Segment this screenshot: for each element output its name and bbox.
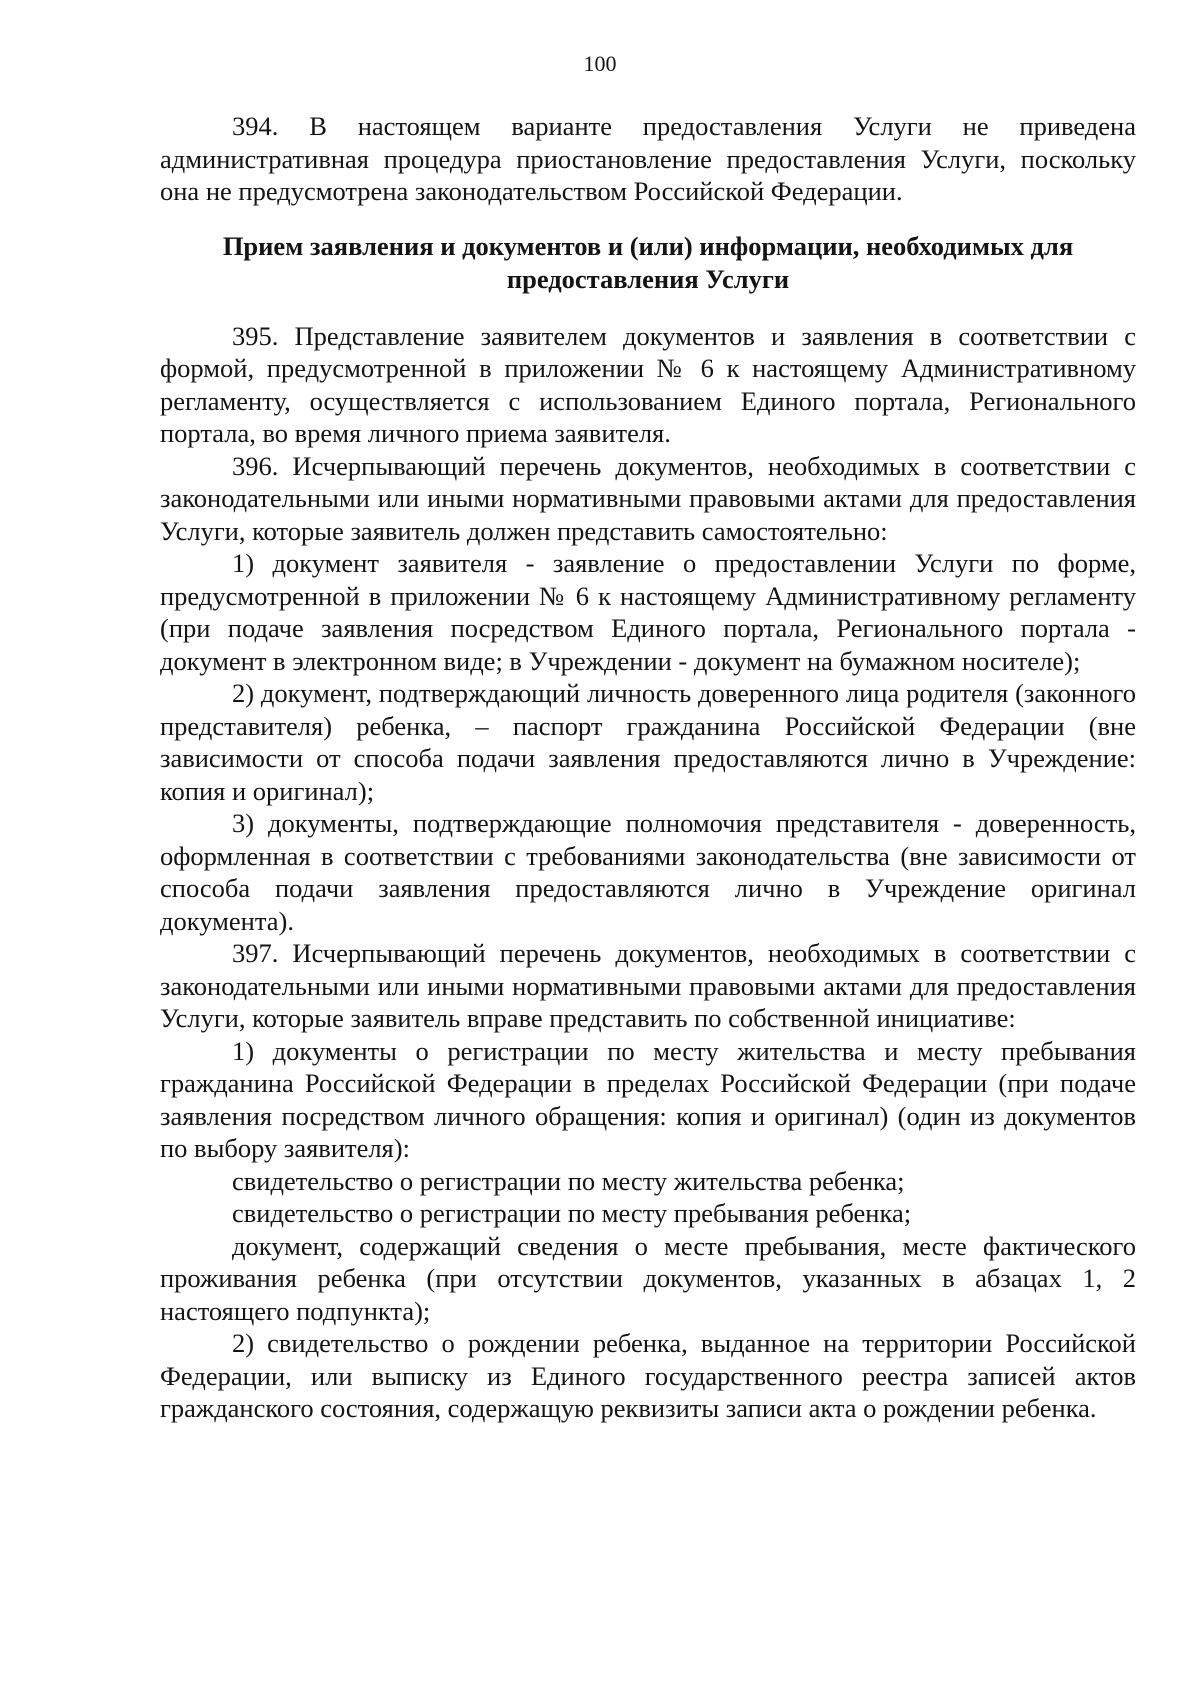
document-body bbox=[160, 110, 1136, 1425]
paragraph-396-item-3: 3) документы, подтверждающие полномочия представителя - доверенность, оформленная в соответствии с требованиями законодательства (вне зависимости от способа подачи заявления предоставляются лично в Учреждение оригинал документа). bbox=[160, 808, 1136, 936]
paragraph-397: 397. Исчерпывающий перечень документов, необходимых в соответствии с законодательными или иными нормативными правовыми актами для предоставления Услуги, которые заявитель вправе представить по собственной инициативе: bbox=[160, 938, 1136, 1033]
paragraph-396-item-1: 1) документ заявителя - заявление о предоставлении Услуги по форме, предусмотренной в приложении № 6 к настоящему Административному регламенту (при подаче заявления посредством Единого портала, Регионального портала - документ в электронном виде; в Учреждении - документ на бумажном носителе); bbox=[160, 548, 1136, 676]
page-number: 100 bbox=[583, 51, 617, 76]
paragraph-395: 395. Представление заявителем документов и заявления в соответствии с формой, предусмотренной в приложении № 6 к настоящему Административному регламенту, осуществляется с использованием Единого портала, Регионального портала, во время личного приема заявителя. bbox=[160, 320, 1136, 448]
section-heading-line-2: предоставления Услуги bbox=[506, 263, 790, 294]
paragraph-396: 396. Исчерпывающий перечень документов, необходимых в соответствии с законодательными или иными нормативными правовыми актами для предоставления Услуги, которые заявитель должен представить самостоятельно: bbox=[160, 450, 1136, 546]
section-heading bbox=[160, 230, 1136, 296]
list-entry-stay-certificate: свидетельство о регистрации по месту пребывания ребенка; bbox=[232, 1198, 912, 1228]
list-entry-residence-certificate: свидетельство о регистрации по месту жительства ребенка; bbox=[232, 1165, 905, 1196]
section-heading-line-1: Прием заявления и документов и (или) информации, необходимых для bbox=[222, 230, 1074, 261]
paragraph-397-item-1: 1) документы о регистрации по месту жительства и месту пребывания гражданина Российской Федерации в пределах Российской Федерации (при подаче заявления посредством личного обращения: копия и оригинал) (один из документов по выбору заявителя): bbox=[160, 1035, 1136, 1163]
paragraph-396-item-2: 2) документ, подтверждающий личность доверенного лица родителя (законного представителя) ребенка, – паспорт гражданина Российской Федерации (вне зависимости от способа подачи заявления предоставляются лично в Учреждение: копия и оригинал); bbox=[160, 678, 1136, 806]
paragraph-397-item-2: 2) свидетельство о рождении ребенка, выданное на территории Российской Федерации, или выписку из Единого государственного реестра записей актов гражданского состояния, содержащую реквизиты записи акта о рождении ребенка. bbox=[160, 1328, 1136, 1423]
paragraph-394: 394. В настоящем варианте предоставления Услуги не приведена административная процедура приостановление предоставления Услуги, поскольку она не предусмотрена законодательством Российской Федерации. bbox=[160, 111, 1136, 206]
list-entry-actual-residence-document: документ, содержащий сведения о месте пребывания, месте фактического проживания ребенка (при отсутствии документов, указанных в абзацах 1, 2 настоящего подпункта); bbox=[160, 1230, 1136, 1326]
